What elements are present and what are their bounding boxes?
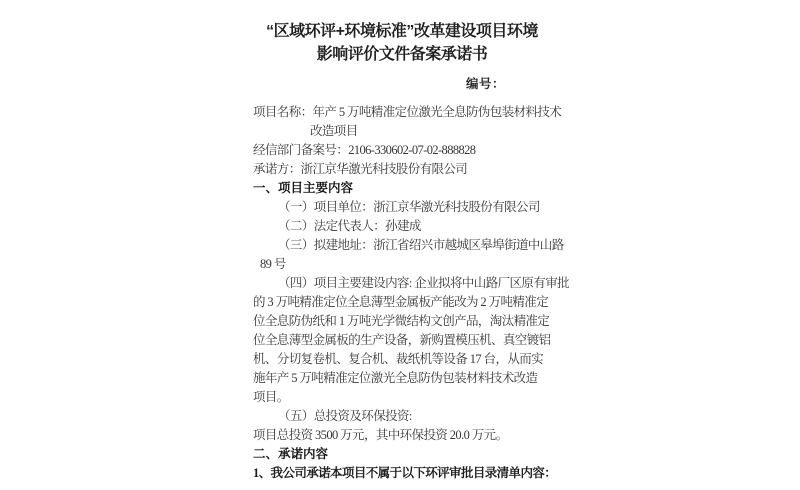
item-4-construction-line7: 项目。 — [253, 390, 289, 404]
filing-number-line: 经信部门备案号：2106-330602-07-02-888828 — [253, 143, 476, 157]
project-name-line: 项目名称：年产 5 万吨精准定位激光全息防伪包装材料技术 — [253, 105, 562, 119]
promisor-line: 承诺方：浙江京华激光科技股份有限公司 — [253, 162, 468, 176]
document-title-line1: “区域环评+环境标准”改革建设项目环境 — [266, 23, 538, 40]
item-4-construction-line4: 位全息薄型金属板的生产设备，新购置模压机、真空镀铝 — [253, 333, 551, 347]
item-4-construction-line6: 施年产 5 万吨精准定位激光全息防伪包装材料技术改造 — [253, 371, 538, 385]
item-5-investment-heading: （五）总投资及环保投资: — [278, 409, 412, 423]
item-1-project-unit: （一）项目单位：浙江京华激光科技股份有限公司 — [278, 200, 540, 214]
section-1-heading: 一、项目主要内容 — [253, 181, 354, 195]
commitment-item-1: 1、我公司承诺本项目不属于以下环评审批目录清单内容： — [253, 466, 557, 480]
document-title-line2: 影响评价文件备案承诺书 — [316, 46, 488, 63]
item-3-address-line: （三）拟建地址：浙江省绍兴市越城区皋埠街道中山路 — [278, 238, 564, 252]
item-2-legal-representative: （二）法定代表人：孙建成 — [278, 219, 421, 233]
item-4-construction-line2: 的 3 万吨精准定位全息薄型金属板产能改为 2 万吨精准定 — [253, 295, 549, 309]
section-2-heading: 二、承诺内容 — [253, 447, 329, 461]
item-4-construction-line3: 位全息防伪纸和 1 万吨光学微结构文创产品，淘汰精准定 — [253, 314, 550, 328]
item-4-construction-line5: 机、分切复卷机、复合机、裁纸机等设备 17 台，从而实 — [253, 352, 544, 366]
project-name-cont-line: 改造项目 — [310, 124, 358, 138]
document-body — [253, 103, 569, 483]
investment-detail-line: 项目总投资 3500 万元，其中环保投资 20.0 万元。 — [253, 428, 508, 442]
item-3-address-cont-line: 89 号 — [260, 257, 286, 271]
serial-number-label: 编号： — [466, 77, 506, 91]
document-title — [248, 20, 556, 66]
item-4-construction-line1: （四）项目主要建设内容: 企业拟将中山路厂区原有审批 — [278, 276, 569, 290]
